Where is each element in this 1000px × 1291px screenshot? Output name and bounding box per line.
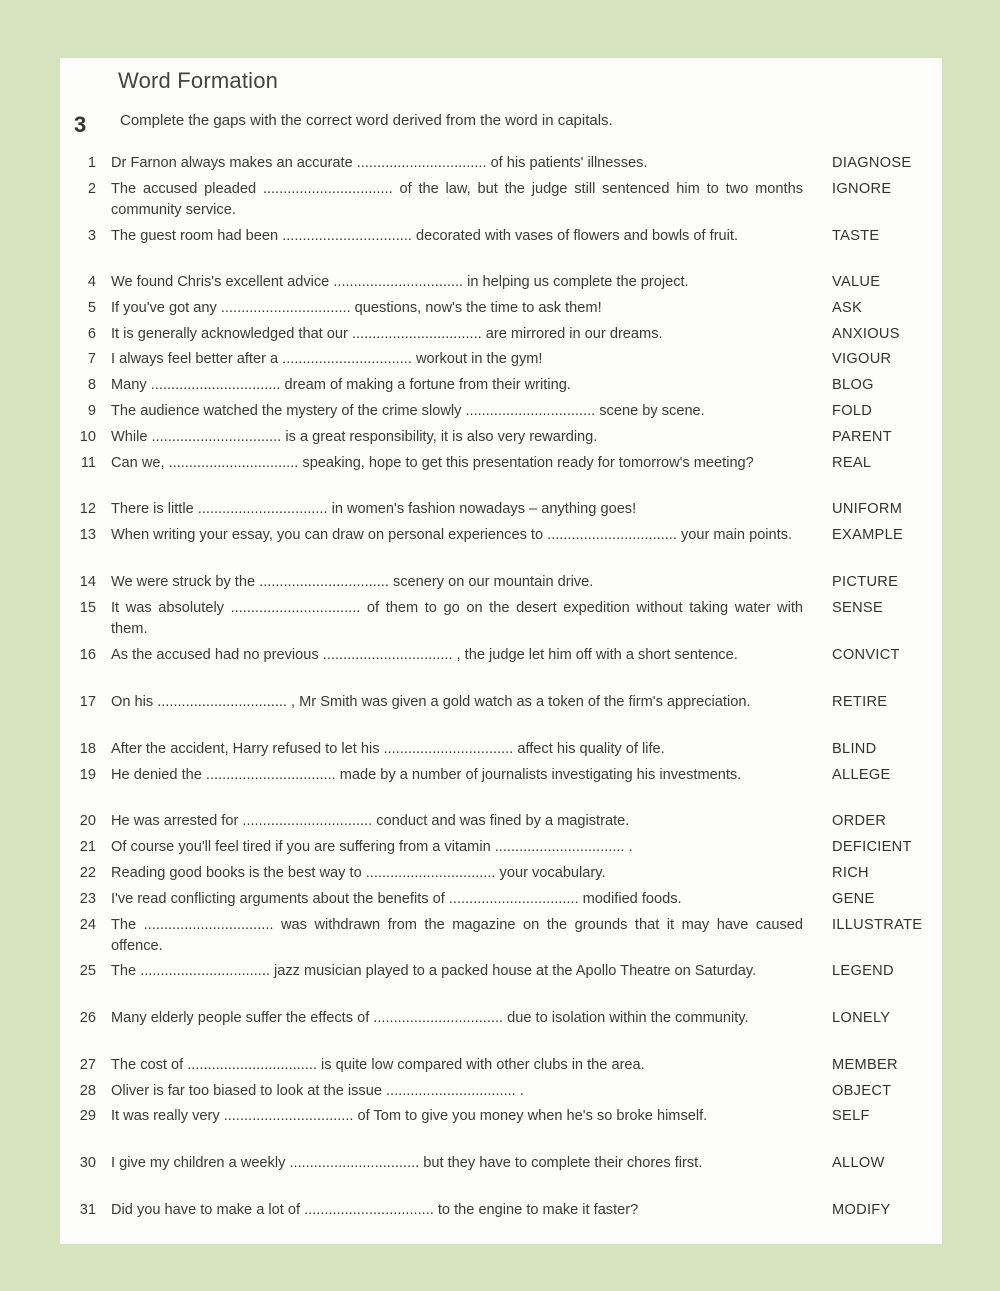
item-base-word: ALLOW: [832, 1155, 885, 1171]
item-sentence: The ................................ jazz musician played to a packed house at the Apollo Theatre on Saturday.: [111, 963, 757, 979]
item-number: 2: [87, 181, 96, 197]
item-base-word: GENE: [832, 891, 875, 907]
item-sentence: I give my children a weekly ................................ but they have to complete their chores first.: [111, 1155, 703, 1171]
item-number: 21: [79, 839, 96, 855]
item-sentence: The audience watched the mystery of the crime slowly ................................ scene by scene.: [111, 403, 705, 419]
item-base-word: LONELY: [832, 1010, 891, 1026]
item-sentence: It was absolutely ................................ of them to go on the desert expedition without taking water with them.: [111, 600, 803, 637]
item-number: 12: [79, 501, 96, 517]
item-number: 6: [87, 326, 96, 342]
item-number: 10: [79, 429, 96, 445]
item-base-word: MEMBER: [832, 1057, 898, 1073]
item-number: 13: [79, 527, 96, 543]
item-base-word: BLOG: [832, 377, 874, 393]
item-base-word: ANXIOUS: [832, 326, 900, 342]
item-sentence: The guest room had been ................................ decorated with vases of flowers and bowls of fruit.: [111, 228, 739, 244]
item-sentence: Did you have to make a lot of ................................ to the engine to make it faster?: [111, 1202, 639, 1218]
item-number: 20: [79, 813, 96, 829]
item-number: 18: [79, 741, 96, 757]
item-sentence: He denied the ................................ made by a number of journalists investigating his investments.: [111, 767, 742, 783]
item-sentence: I always feel better after a ................................ workout in the gym!: [111, 351, 543, 367]
item-number: 5: [87, 300, 96, 316]
item-base-word: EXAMPLE: [832, 527, 904, 543]
item-base-word: IGNORE: [832, 181, 892, 197]
item-base-word: RETIRE: [832, 694, 888, 710]
item-base-word: ALLEGE: [832, 767, 891, 783]
item-sentence: When writing your essay, you can draw on personal experiences to ................................ your main points.: [111, 527, 793, 543]
item-sentence: After the accident, Harry refused to let his ................................ affect his quality of life.: [111, 741, 665, 757]
exercise-instruction: Complete the gaps with the correct word derived from the word in capitals.: [120, 112, 613, 129]
item-number: 28: [79, 1083, 96, 1099]
item-number: 3: [87, 228, 96, 244]
item-number: 17: [79, 694, 96, 710]
item-number: 30: [79, 1155, 96, 1171]
item-base-word: DIAGNOSE: [832, 155, 912, 171]
item-base-word: PICTURE: [832, 574, 899, 590]
item-base-word: BLIND: [832, 741, 877, 757]
item-sentence: The ................................ was withdrawn from the magazine on the grounds that it may have caused offence.: [111, 917, 803, 954]
item-sentence: Oliver is far too biased to look at the issue ................................ .: [111, 1083, 524, 1099]
item-sentence: As the accused had no previous ................................ , the judge let him off with a short sentence.: [111, 647, 738, 663]
item-base-word: SENSE: [832, 600, 883, 616]
item-number: 9: [87, 403, 96, 419]
item-number: 4: [87, 274, 96, 290]
item-sentence: If you've got any ................................ questions, now's the time to ask them!: [111, 300, 602, 316]
item-number: 1: [87, 155, 96, 171]
item-sentence: He was arrested for ................................ conduct and was fined by a magistrate.: [111, 813, 630, 829]
item-number: 7: [87, 351, 96, 367]
item-base-word: ASK: [832, 300, 863, 316]
item-number: 26: [79, 1010, 96, 1026]
item-base-word: RICH: [832, 865, 869, 881]
item-number: 19: [79, 767, 96, 783]
item-base-word: FOLD: [832, 403, 873, 419]
item-sentence: Many ................................ dream of making a fortune from their writing.: [111, 377, 571, 393]
item-number: 14: [79, 574, 96, 590]
item-base-word: OBJECT: [832, 1083, 892, 1099]
item-number: 11: [80, 455, 96, 471]
item-sentence: Can we, ................................ speaking, hope to get this presentation ready for tomorrow's meeting?: [111, 455, 754, 471]
item-sentence: I've read conflicting arguments about the benefits of ................................ modified foods.: [111, 891, 682, 907]
item-number: 8: [87, 377, 96, 393]
item-base-word: LEGEND: [832, 963, 894, 979]
item-number: 16: [79, 647, 96, 663]
item-base-word: ORDER: [832, 813, 887, 829]
item-base-word: TASTE: [832, 228, 880, 244]
item-sentence: Reading good books is the best way to ................................ your vocabulary.: [111, 865, 606, 881]
item-number: 31: [79, 1202, 96, 1218]
item-base-word: UNIFORM: [832, 501, 903, 517]
item-sentence: The accused pleaded ................................ of the law, but the judge still sentenced him to two months community service.: [111, 181, 803, 218]
page-title: Word Formation: [118, 68, 279, 93]
item-number: 27: [79, 1057, 96, 1073]
exercise-number: 3: [74, 112, 87, 137]
item-number: 25: [79, 963, 96, 979]
item-base-word: REAL: [832, 455, 872, 471]
item-base-word: MODIFY: [832, 1202, 891, 1218]
item-sentence: We found Chris's excellent advice ................................ in helping us complete the project.: [111, 274, 689, 290]
item-sentence: We were struck by the ................................ scenery on our mountain drive.: [111, 574, 594, 590]
item-sentence: Of course you'll feel tired if you are suffering from a vitamin ................................ .: [111, 839, 633, 855]
item-sentence: It was really very ................................ of Tom to give you money when he's so broke himself.: [111, 1108, 708, 1124]
item-number: 15: [79, 600, 96, 616]
item-base-word: CONVICT: [832, 647, 900, 663]
item-base-word: PARENT: [832, 429, 892, 445]
item-sentence: The cost of ................................ is quite low compared with other clubs in the area.: [111, 1057, 645, 1073]
item-sentence: Many elderly people suffer the effects of ................................ due to isolation within the community.: [111, 1010, 749, 1026]
item-sentence: It is generally acknowledged that our ................................ are mirrored in our dreams.: [111, 326, 663, 342]
item-base-word: VALUE: [832, 274, 881, 290]
worksheet-page: [60, 58, 942, 1244]
item-sentence: There is little ................................ in women's fashion nowadays – anything goes!: [111, 501, 637, 517]
item-sentence: While ................................ is a great responsibility, it is also very rewarding.: [111, 429, 598, 445]
item-number: 23: [79, 891, 96, 907]
item-base-word: SELF: [832, 1108, 870, 1124]
item-number: 29: [79, 1108, 96, 1124]
item-base-word: ILLUSTRATE: [832, 917, 923, 933]
item-number: 22: [79, 865, 96, 881]
item-base-word: DEFICIENT: [832, 839, 912, 855]
item-number: 24: [79, 917, 96, 933]
item-sentence: On his ................................ , Mr Smith was given a gold watch as a token of the firm's appreciation.: [111, 694, 751, 710]
item-base-word: VIGOUR: [832, 351, 892, 367]
item-sentence: Dr Farnon always makes an accurate ................................ of his patients' illnesses.: [111, 155, 648, 171]
